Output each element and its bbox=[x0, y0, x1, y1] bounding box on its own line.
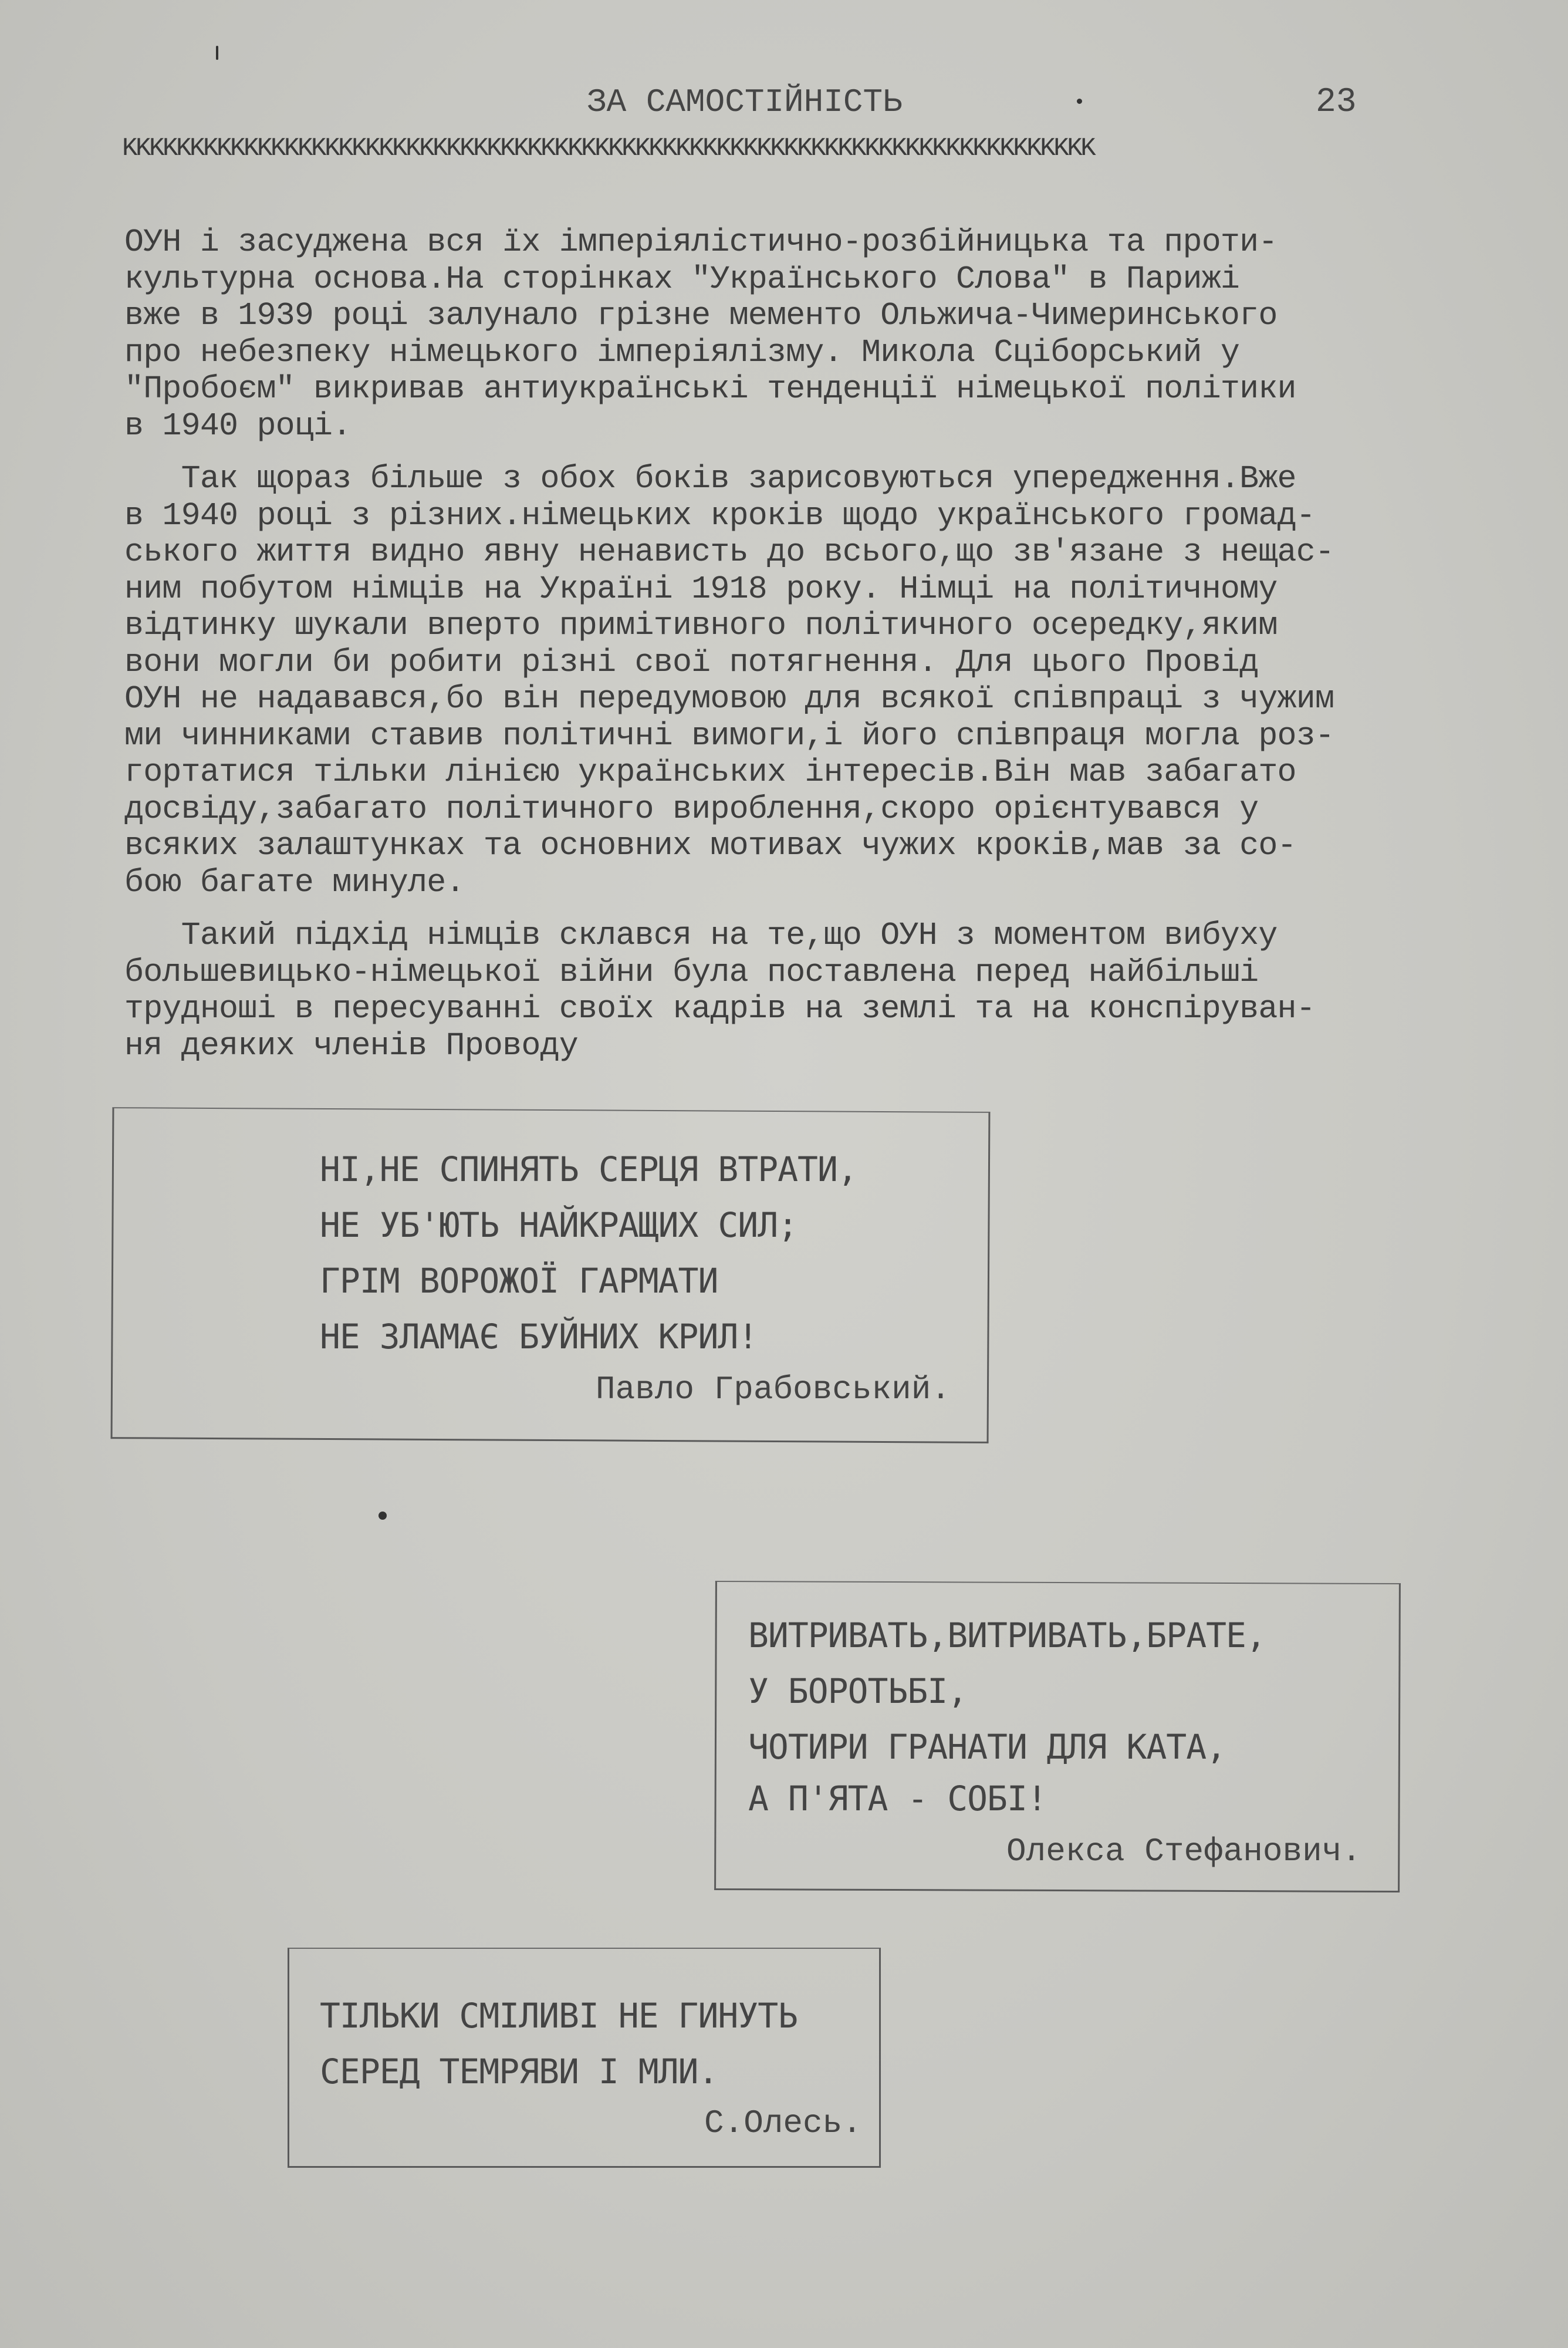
quote-1-line-1: НІ,НЕ СПИНЯТЬ СЕРЦЯ ВТРАТИ, bbox=[320, 1149, 857, 1189]
page-header-title: ЗА САМОСТІЙНІСТЬ bbox=[587, 83, 903, 121]
ink-speck bbox=[1077, 99, 1082, 104]
ink-speck bbox=[216, 46, 218, 60]
quote-2-line-4: А П'ЯТА - СОБІ! bbox=[748, 1779, 1047, 1819]
quote-1-author: Павло Грабовський. bbox=[596, 1371, 951, 1408]
quote-2-author: Олекса Стефанович. bbox=[1006, 1833, 1361, 1870]
paragraph-3: Такий підхід німців склався на те,що ОУН з моментом вибуху большевицько-німецької війни була поставлена перед найбільші трудноші в пересуванні своїх кадрів на землі та на конспіруван- ня деяких членів Проводу bbox=[124, 917, 1315, 1064]
quote-2-line-3: ЧОТИРИ ГРАНАТИ ДЛЯ КАТА, bbox=[748, 1727, 1226, 1767]
paragraph-2: Так щораз більше з обох боків зарисовуються упередження.Вже в 1940 році з різних.німецьких кроків щодо українського громад- ського життя видно явну ненависть до всього,що зв'язане з нещас- ним побутом німців на Україні 1918 року. Німці на політичному відтинку шукали вперто примітивного політичного осередку,яким вони могли би робити різні свої потягнення. Для цього Провід ОУН не надавався,бо він передумовою для всякої співпраці з чужим ми чинниками ставив політичні вимоги,і його співпраця могла роз- гортатися тільки лінією українських інтересів.Він мав забагато досвіду,забагато політичного вироблення,скоро орієнтувався у всяких залаштунках та основних мотивах чужих кроків,мав за со- бою багате минуле. bbox=[124, 460, 1334, 901]
paragraph-1: ОУН і засуджена вся їх імперіялістично-розбійницька та проти- культурна основа.На сторінках "Українського Слова" в Парижі вже в 1939 році залунало грізне мементо Ольжича-Чимеринського про небезпеку німецького імперіялізму. Микола Сціборський у "Пробоєм" викривав антиукраїнські тенденції німецької політики в 1940 році. bbox=[124, 224, 1296, 444]
page-number: 23 bbox=[1316, 83, 1357, 122]
header-divider-rule: KKKKKKKKKKKKKKKKKKKKKKKKKKKKKKKKKKKKKKKKKKKKKKKKKKKKKKKKKKKKKKKKKKKKKKKK bbox=[122, 134, 1094, 163]
quote-3-author: С.Олесь. bbox=[704, 2104, 862, 2142]
quote-3-line-1: ТІЛЬКИ СМІЛИВІ НЕ ГИНУТЬ bbox=[320, 1996, 798, 2036]
quote-1-line-4: НЕ ЗЛАМАЄ БУЙНИХ КРИЛ! bbox=[320, 1317, 758, 1357]
article-body bbox=[124, 224, 1515, 1081]
ink-speck bbox=[379, 1512, 387, 1520]
quote-2-line-2: У БОРОТЬБІ, bbox=[748, 1671, 968, 1711]
quote-3-line-2: СЕРЕД ТЕМРЯВИ І МЛИ. bbox=[320, 2052, 718, 2091]
quote-1-line-2: НЕ УБ'ЮТЬ НАЙКРАЩИХ СИЛ; bbox=[320, 1205, 798, 1245]
quote-1-line-3: ГРІМ ВОРОЖОЇ ГАРМАТИ bbox=[320, 1261, 718, 1301]
quote-2-line-1: ВИТРИВАТЬ,ВИТРИВАТЬ,БРАТЕ, bbox=[748, 1615, 1266, 1655]
